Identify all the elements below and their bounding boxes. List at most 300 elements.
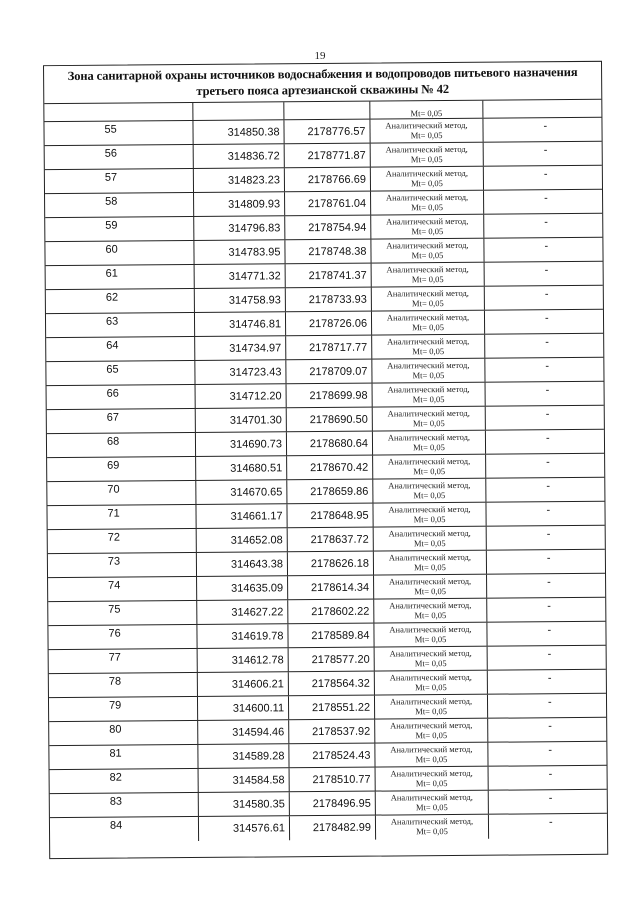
- point-number-cell: [45, 217, 194, 241]
- note-dash: -: [548, 744, 553, 757]
- x-coordinate: 314746.81: [229, 318, 282, 331]
- method-text: Аналитический метод,: [390, 743, 473, 755]
- accuracy-text: Мt= 0,05: [411, 298, 444, 309]
- note-dash: -: [547, 648, 552, 661]
- note-cell: [486, 430, 604, 454]
- x-coordinate: 314584.58: [232, 774, 285, 787]
- accuracy-text: Мt= 0,05: [413, 466, 446, 477]
- y-coordinate-cell: [286, 264, 372, 288]
- accuracy-text: Мt= 0,05: [412, 346, 445, 357]
- accuracy-text: Мt= 0,05: [415, 778, 448, 789]
- x-coordinate: 314600.11: [232, 702, 285, 715]
- method-text: Аналитический метод,: [389, 599, 472, 611]
- method-cell: [374, 551, 487, 575]
- method-text: Аналитический метод,: [386, 239, 469, 251]
- x-coordinate-cell: [198, 720, 289, 744]
- method-cell: [376, 767, 489, 791]
- point-number-cell: [49, 721, 198, 745]
- y-coordinate: 2178748.38: [308, 245, 367, 259]
- note-dash: -: [545, 360, 550, 373]
- note-dash: -: [548, 768, 553, 781]
- x-coordinate: 314652.08: [230, 534, 283, 547]
- y-coordinate: 2178648.95: [310, 509, 369, 523]
- note-cell: [486, 454, 604, 478]
- y-coordinate: 2178602.22: [311, 605, 370, 619]
- x-coordinate: 314627.22: [231, 606, 284, 619]
- method-text: Аналитический метод,: [387, 359, 470, 371]
- point-number-cell: [50, 817, 199, 842]
- method-text: Аналитический метод,: [388, 575, 472, 587]
- method-text: Аналитический метод,: [390, 815, 474, 827]
- method-text: Аналитический метод,: [385, 191, 469, 203]
- method-cell: [374, 575, 487, 599]
- x-coordinate: 314771.32: [228, 270, 281, 283]
- y-coordinate: 2178709.07: [309, 365, 368, 379]
- point-number: 83: [109, 795, 123, 808]
- y-coordinate-cell: [286, 312, 372, 336]
- y-coordinate-cell: [287, 408, 373, 432]
- y-coordinate: 2178766.69: [307, 173, 366, 187]
- point-number-cell: [46, 289, 195, 313]
- note-dash: -: [547, 576, 551, 589]
- y-coordinate-cell: [285, 168, 371, 192]
- note-cell: [486, 502, 604, 526]
- page-number: 19: [314, 50, 326, 62]
- method-cell: [371, 239, 484, 263]
- x-coordinate-cell: [196, 432, 287, 456]
- point-number: 81: [109, 747, 122, 760]
- method-cell: [373, 479, 486, 503]
- x-coordinate-cell: [195, 336, 286, 360]
- note-dash: -: [546, 528, 551, 541]
- method-cell: [372, 359, 485, 383]
- accuracy-text: Мt= 0,05: [411, 226, 444, 237]
- x-coordinate-cell: [197, 552, 288, 576]
- method-cell: [370, 101, 483, 119]
- y-coordinate: 2178551.22: [311, 701, 371, 715]
- point-number-cell: [45, 145, 194, 169]
- note-cell: [485, 310, 603, 334]
- y-coordinate-cell: [287, 456, 373, 480]
- note-dash: -: [546, 552, 551, 565]
- y-coordinate-cell: [289, 744, 375, 768]
- point-number-cell: [47, 481, 196, 505]
- x-coordinate: 314836.72: [227, 150, 280, 163]
- x-coordinate-cell: [198, 744, 289, 768]
- y-coordinate: 2178761.04: [307, 197, 367, 211]
- x-coordinate: 314796.83: [228, 222, 281, 235]
- method-text: Аналитический метод,: [390, 767, 473, 779]
- point-number: 61: [105, 267, 118, 280]
- note-cell: [483, 118, 601, 142]
- point-number: 59: [105, 219, 118, 232]
- method-cell: [376, 815, 489, 840]
- accuracy-text: Мt= 0,05: [414, 562, 446, 573]
- note-dash: -: [544, 288, 549, 301]
- method-text: Аналитический метод,: [385, 143, 468, 155]
- x-coordinate: 314712.20: [229, 390, 282, 403]
- note-dash: -: [544, 240, 549, 253]
- note-cell: [487, 526, 605, 550]
- point-number-cell: [46, 361, 195, 385]
- method-text: Аналитический метод,: [390, 719, 473, 731]
- x-coordinate-cell: [198, 696, 289, 720]
- point-number: 66: [106, 387, 119, 400]
- y-coordinate-cell: [290, 792, 376, 816]
- y-coordinate: 2178659.86: [310, 485, 369, 499]
- point-number: 57: [104, 171, 118, 184]
- method-cell: [373, 407, 486, 431]
- x-coordinate: 314758.93: [228, 294, 281, 307]
- point-number-cell: [48, 601, 197, 625]
- y-coordinate-cell: [288, 600, 374, 624]
- note-cell: [489, 766, 607, 790]
- point-number-cell: [47, 433, 196, 457]
- y-coordinate-cell: [285, 216, 371, 240]
- note-cell: [485, 286, 603, 310]
- y-coordinate: 2178670.42: [310, 461, 369, 475]
- x-coordinate: 314580.35: [232, 798, 285, 811]
- note-cell: [484, 214, 602, 238]
- point-number: 65: [106, 363, 119, 376]
- note-cell: [484, 142, 602, 166]
- x-coordinate-cell: [194, 192, 285, 216]
- x-coordinate: 314809.93: [228, 198, 281, 211]
- point-number-cell: [45, 193, 194, 217]
- x-coordinate-cell: [194, 144, 285, 168]
- note-cell: [485, 358, 603, 382]
- y-coordinate: 2178776.57: [307, 125, 366, 139]
- y-coordinate: 2178589.84: [311, 629, 370, 643]
- note-cell: [488, 670, 606, 694]
- note-dash: -: [546, 480, 551, 493]
- y-coordinate: 2178524.43: [312, 749, 371, 763]
- note-dash: -: [544, 192, 548, 205]
- method-cell: [375, 647, 488, 671]
- accuracy-text: Мt= 0,05: [415, 706, 447, 717]
- x-coordinate-cell: [199, 792, 290, 816]
- point-number-cell: [48, 577, 197, 601]
- accuracy-text: Мt= 0,05: [416, 826, 448, 837]
- x-coordinate: 314680.51: [230, 462, 283, 475]
- note-cell: [487, 622, 605, 646]
- y-coordinate: 2178614.34: [310, 581, 370, 595]
- method-text: Аналитический метод,: [387, 335, 470, 347]
- x-coordinate-cell: [196, 480, 287, 504]
- accuracy-text: Мt= 0,05: [415, 802, 448, 813]
- method-text: Аналитический метод,: [386, 287, 469, 299]
- point-number-cell: [49, 649, 198, 673]
- x-coordinate: 314670.65: [230, 486, 283, 499]
- method-cell: [370, 119, 483, 143]
- note-dash: -: [547, 600, 551, 613]
- y-coordinate: 2178577.20: [311, 653, 370, 667]
- note-cell: [486, 382, 604, 406]
- point-number-cell: [46, 337, 195, 361]
- note-cell: [488, 694, 606, 718]
- point-number-cell: [46, 265, 195, 289]
- note-cell: [487, 574, 605, 598]
- y-coordinate: 2178496.95: [312, 797, 371, 811]
- y-coordinate-cell: [286, 360, 372, 384]
- x-coordinate: 314589.28: [232, 750, 285, 763]
- x-coordinate-cell: [198, 672, 289, 696]
- note-cell: [486, 478, 604, 502]
- partial-method-text: Мt= 0,05: [410, 108, 443, 119]
- point-number: 82: [109, 771, 122, 784]
- x-coordinate-cell: [195, 288, 286, 312]
- note-dash: -: [545, 336, 549, 349]
- note-dash: -: [544, 216, 548, 229]
- point-number-cell: [48, 625, 197, 649]
- x-coordinate-cell: [197, 600, 288, 624]
- y-coordinate: 2178637.72: [310, 533, 369, 547]
- y-coordinate-cell: [286, 288, 372, 312]
- method-text: Аналитический метод,: [388, 503, 471, 515]
- x-coordinate-cell: [199, 816, 290, 841]
- point-number: 67: [106, 411, 120, 424]
- point-number-cell: [49, 745, 198, 769]
- note-cell: [484, 238, 602, 262]
- y-coordinate-cell: [288, 552, 374, 576]
- y-coordinate: 2178482.99: [312, 821, 372, 835]
- method-cell: [372, 263, 485, 287]
- accuracy-text: Мt= 0,05: [414, 586, 447, 597]
- y-coordinate-cell: [290, 768, 376, 792]
- method-text: Аналитический метод,: [388, 527, 471, 539]
- method-text: Аналитический метод,: [389, 623, 472, 635]
- table-title: [44, 62, 601, 104]
- accuracy-text: Мt= 0,05: [414, 658, 447, 669]
- method-text: Аналитический метод,: [389, 695, 473, 707]
- method-text: Аналитический метод,: [386, 263, 469, 275]
- note-cell: [485, 334, 603, 358]
- note-cell: [488, 718, 606, 742]
- method-cell: [375, 695, 488, 719]
- point-number-cell: [48, 553, 197, 577]
- x-coordinate: 314612.78: [231, 654, 284, 667]
- method-text: Аналитический метод,: [389, 671, 472, 683]
- y-coordinate: 2178733.93: [308, 293, 367, 307]
- point-number: 58: [105, 195, 118, 208]
- accuracy-text: Мt= 0,05: [413, 514, 446, 525]
- y-coordinate: 2178771.87: [307, 149, 366, 163]
- x-coordinate: 314701.30: [229, 414, 282, 427]
- point-number: 74: [108, 579, 121, 592]
- y-coordinate: 2178717.77: [309, 341, 368, 355]
- point-number: 56: [104, 147, 118, 160]
- point-number: 73: [107, 555, 121, 568]
- method-cell: [374, 527, 487, 551]
- note-dash: -: [548, 792, 553, 805]
- x-coordinate: 314783.95: [228, 246, 281, 259]
- point-number-cell: [48, 529, 197, 553]
- note-dash: -: [545, 408, 550, 421]
- x-coordinate-cell: [196, 456, 287, 480]
- method-text: Аналитический метод,: [388, 479, 471, 491]
- table-title-line-1: Зона санитарной охраны источников водоснабжения и водопроводов питьевого назначения: [67, 64, 578, 84]
- note-dash: -: [544, 264, 549, 277]
- x-coordinate-cell: [196, 504, 287, 528]
- y-coordinate: 2178741.37: [308, 269, 367, 283]
- note-cell: [485, 262, 603, 286]
- y-coordinate-cell: [289, 672, 375, 696]
- table-title-line-2: третьего пояса артезианской скважины № 42: [196, 82, 450, 98]
- method-text: Аналитический метод,: [387, 383, 470, 395]
- y-coordinate-cell: [288, 624, 374, 648]
- point-number: 76: [108, 627, 121, 640]
- note-cell: [487, 550, 605, 574]
- x-coordinate: 314619.78: [231, 630, 284, 643]
- method-text: Аналитический метод,: [386, 215, 469, 227]
- method-cell: [373, 383, 486, 407]
- note-dash: -: [547, 624, 552, 637]
- y-coordinate-cell: [290, 816, 376, 841]
- y-coordinate: 2178537.92: [312, 725, 371, 739]
- method-text: Аналитический метод,: [387, 407, 470, 419]
- note-cell: [484, 166, 602, 190]
- y-coordinate: 2178699.98: [309, 389, 368, 403]
- x-coordinate: 314661.17: [230, 510, 283, 523]
- note-dash: -: [545, 384, 550, 397]
- note-dash: -: [543, 144, 548, 157]
- accuracy-text: Мt= 0,05: [410, 130, 443, 141]
- x-coordinate: 314723.43: [229, 366, 282, 379]
- accuracy-text: Мt= 0,05: [413, 490, 446, 501]
- point-number: 64: [106, 339, 119, 352]
- y-coordinate-cell: [285, 144, 371, 168]
- y-coordinate-cell: [288, 528, 374, 552]
- y-coordinate-cell: [285, 192, 371, 216]
- x-coordinate: 314594.46: [232, 726, 285, 739]
- method-text: Аналитический метод,: [389, 647, 472, 659]
- x-coordinate: 314734.97: [229, 342, 282, 355]
- accuracy-text: Мt= 0,05: [412, 394, 445, 405]
- accuracy-text: Мt= 0,05: [410, 154, 443, 165]
- point-number: 80: [109, 723, 122, 736]
- accuracy-text: Мt= 0,05: [412, 322, 444, 333]
- x-coordinate-cell: [193, 120, 284, 144]
- y-coordinate-cell: [287, 480, 373, 504]
- note-cell: [489, 814, 607, 839]
- point-number-cell: [47, 409, 196, 433]
- note-cell: [488, 742, 606, 766]
- y-coordinate-cell: [289, 720, 375, 744]
- y-coordinate-cell: [287, 384, 373, 408]
- accuracy-text: Мt= 0,05: [414, 610, 447, 621]
- point-number-cell: [49, 697, 198, 721]
- accuracy-text: Мt= 0,05: [411, 274, 444, 285]
- method-cell: [371, 167, 484, 191]
- method-text: Аналитический метод,: [387, 455, 471, 467]
- note-dash: -: [543, 120, 548, 133]
- method-cell: [373, 431, 486, 455]
- method-cell: [375, 671, 488, 695]
- note-cell: [487, 598, 605, 622]
- point-number-cell: [47, 385, 196, 409]
- point-number: 68: [106, 435, 120, 448]
- note-dash: -: [545, 432, 550, 445]
- note-dash: -: [547, 672, 552, 685]
- point-number: 62: [105, 291, 119, 304]
- note-dash: -: [546, 456, 550, 469]
- y-coordinate: 2178510.77: [312, 773, 371, 787]
- point-number-cell: [45, 169, 194, 193]
- point-number: 55: [104, 123, 117, 136]
- accuracy-text: Мt= 0,05: [415, 730, 448, 741]
- point-number-cell: [47, 457, 196, 481]
- method-text: Аналитический метод,: [390, 791, 473, 803]
- point-number: 77: [108, 651, 121, 664]
- x-coordinate-cell: [196, 408, 287, 432]
- point-number: 75: [108, 603, 121, 616]
- coordinates-table: [43, 61, 608, 859]
- method-text: Аналитический метод,: [385, 119, 468, 131]
- note-dash: -: [544, 312, 549, 325]
- method-cell: [372, 287, 485, 311]
- x-coordinate-cell: [199, 768, 290, 792]
- y-coordinate-cell: [284, 120, 370, 144]
- accuracy-text: Мt= 0,05: [415, 682, 447, 693]
- point-number: 63: [105, 315, 119, 328]
- y-coordinate-cell: [289, 648, 375, 672]
- method-cell: [371, 215, 484, 239]
- x-coordinate-cell: [197, 528, 288, 552]
- point-number: 69: [107, 459, 120, 472]
- method-cell: [374, 599, 487, 623]
- accuracy-text: Мt= 0,05: [413, 442, 445, 453]
- x-coordinate: 314690.73: [229, 438, 283, 451]
- point-number: 79: [108, 699, 122, 712]
- point-number-cell: [49, 673, 198, 697]
- method-cell: [375, 743, 488, 767]
- y-coordinate-cell: [289, 696, 375, 720]
- y-coordinate: 2178754.94: [308, 221, 367, 235]
- y-coordinate-cell: [287, 504, 373, 528]
- method-cell: [375, 719, 488, 743]
- accuracy-text: Мt= 0,05: [415, 754, 448, 765]
- note-dash: -: [546, 504, 551, 517]
- x-coordinate-cell: [195, 312, 286, 336]
- point-number-cell: [47, 505, 196, 529]
- note-dash: -: [548, 816, 553, 829]
- x-coordinate-cell: [196, 384, 287, 408]
- x-coordinate-cell: [195, 360, 286, 384]
- accuracy-text: Мt= 0,05: [411, 202, 444, 213]
- point-number: 78: [108, 675, 122, 688]
- x-coordinate-cell: [194, 168, 285, 192]
- note-cell: [489, 790, 607, 814]
- method-cell: [371, 191, 484, 215]
- table-body: [44, 118, 607, 842]
- method-cell: [371, 143, 484, 167]
- point-number-cell: [44, 121, 193, 145]
- method-cell: [372, 311, 485, 335]
- x-coordinate-cell: [198, 648, 289, 672]
- method-cell: [373, 503, 486, 527]
- point-number: 84: [109, 819, 123, 832]
- x-coordinate: 314576.61: [232, 822, 286, 835]
- x-coordinate: 314850.38: [227, 126, 280, 139]
- note-dash: -: [547, 696, 552, 709]
- x-coordinate-cell: [194, 216, 285, 240]
- x-coordinate-cell: [194, 240, 285, 264]
- point-number-cell: [50, 769, 199, 793]
- point-number-cell: [50, 793, 199, 817]
- point-number-cell: [45, 241, 194, 265]
- y-coordinate-cell: [288, 576, 374, 600]
- method-cell: [374, 623, 487, 647]
